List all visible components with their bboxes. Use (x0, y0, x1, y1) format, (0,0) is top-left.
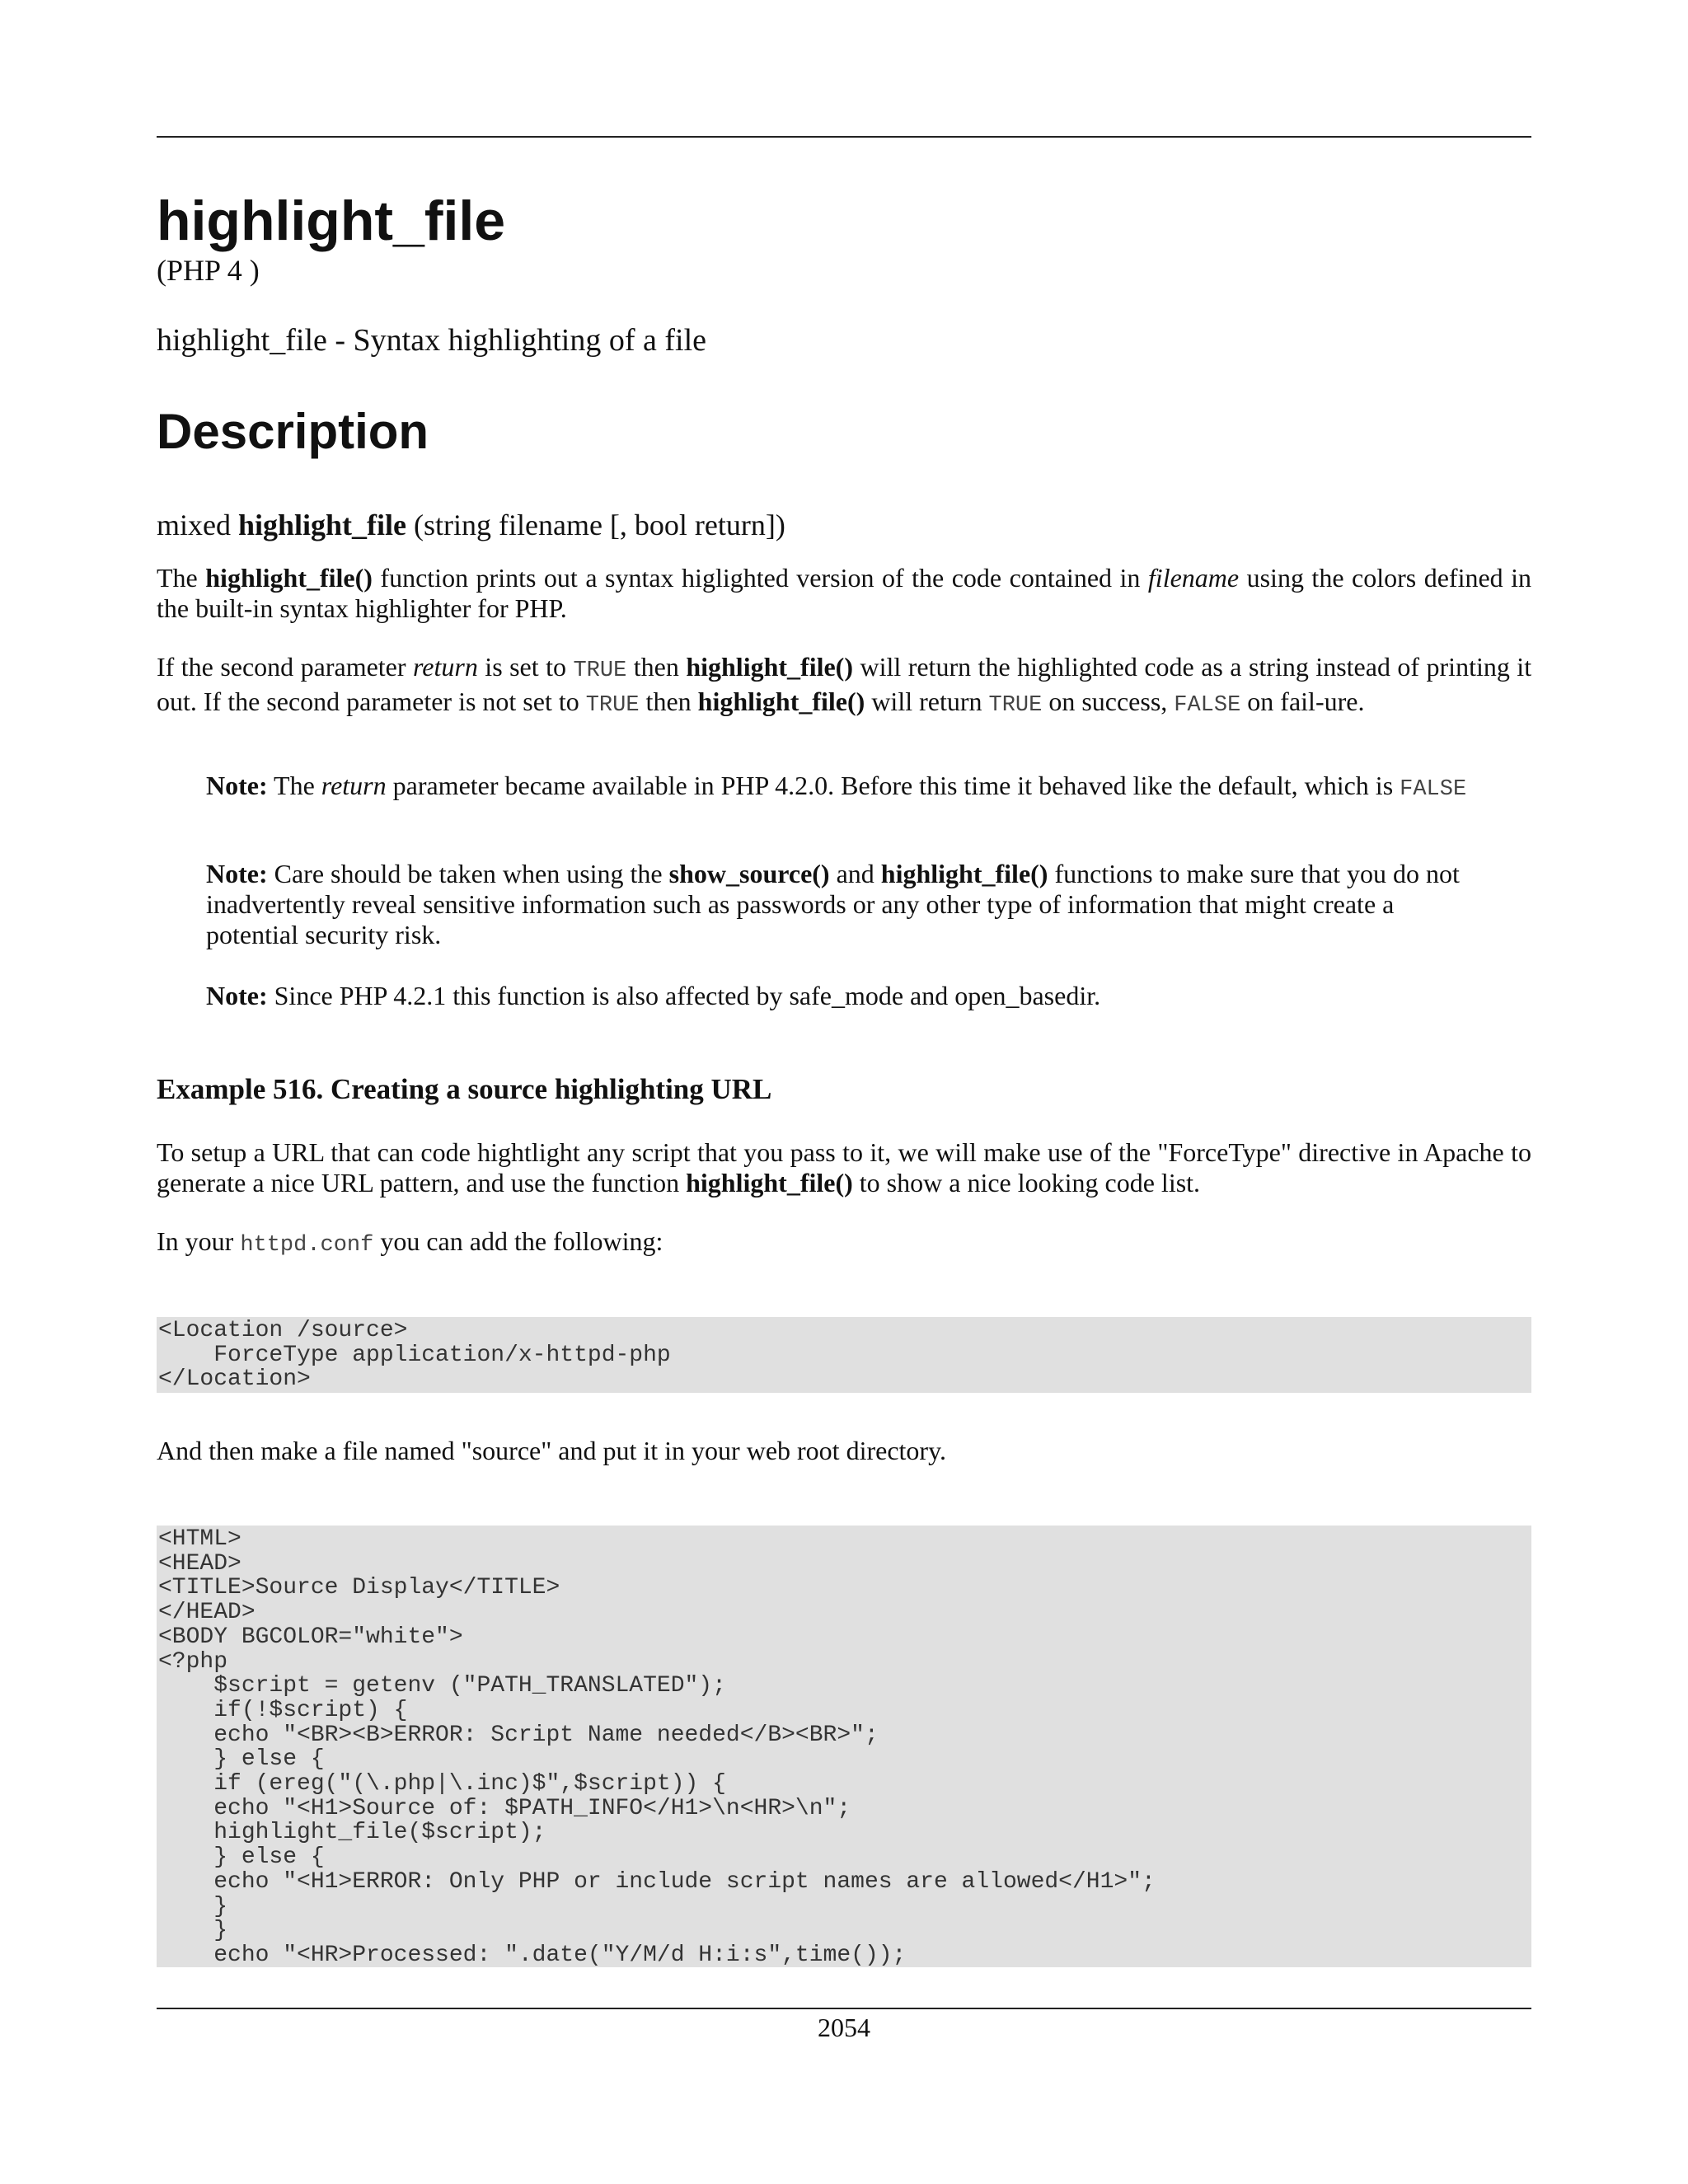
refname-purpose: highlight_file - Syntax highlighting of a file (157, 323, 707, 358)
description-paragraph-2: If the second parameter return is set to TRUE then highlight_file() will return the highlighted code as a string instead of printing it out. If the second parameter is not set to TRUE then highlight_file() will return TRUE on success, FALSE on fail-ure. (157, 652, 1532, 718)
function-reference: highlight_file() (686, 652, 853, 682)
function-reference: show_source() (668, 859, 830, 888)
page-title: highlight_file (157, 190, 506, 252)
constant-true: TRUE (988, 693, 1043, 718)
filename-httpd-conf: httpd.conf (240, 1233, 374, 1258)
httpd-instruction: In your httpd.conf you can add the following: (157, 1226, 663, 1258)
parameter-reference: return (413, 652, 478, 682)
function-reference: highlight_file() (686, 1168, 853, 1197)
function-reference: highlight_file() (697, 687, 865, 716)
parameter-reference: filename (1147, 563, 1240, 593)
top-rule (157, 136, 1531, 138)
page-number: 2054 (818, 2013, 870, 2042)
note-label: Note: (206, 981, 268, 1010)
function-reference: highlight_file() (880, 859, 1048, 888)
source-file-instruction: And then make a file named "source" and put it in your web root directory. (157, 1436, 946, 1465)
php-version: (PHP 4 ) (157, 254, 260, 287)
bottom-rule (157, 2008, 1531, 2009)
note-label: Note: (206, 859, 268, 888)
apache-config-code-block: <Location /source> ForceType application/x-httpd-php </Location> (157, 1317, 1531, 1393)
function-reference: highlight_file() (205, 563, 373, 593)
note-label: Note: (206, 771, 268, 800)
function-synopsis (157, 506, 785, 544)
parameter-reference: return (321, 771, 387, 800)
function-name: highlight_file (237, 509, 407, 541)
constant-true: TRUE (573, 658, 627, 683)
note-return-parameter: Note: The return parameter became available in PHP 4.2.0. Before this time it behaved like the default, which is FALSE (206, 771, 1467, 802)
example-title: Example 516. Creating a source highlighting URL (157, 1073, 772, 1105)
description-heading: Description (157, 404, 429, 459)
example-intro: To setup a URL that can code hightlight any script that you pass to it, we will make use of the "ForceType" directive in Apache to generate a nice URL pattern, and use the function highlight_file() to show a nice looking code list. (157, 1137, 1531, 1197)
return-type: mixed (157, 509, 231, 541)
constant-false: FALSE (1400, 777, 1467, 802)
description-paragraph-1: The highlight_file() function prints out a syntax higlighted version of the code contained in filename using the colors defined in the built-in syntax highlighter for PHP. (157, 563, 1532, 623)
constant-true: TRUE (585, 693, 640, 718)
note-security: Note: Care should be taken when using the show_source() and highlight_file() functions to make sure that you do not inadvertently reveal sensitive information such as passwords or any other type of information that might create a potential security risk. (206, 859, 1460, 949)
constant-false: FALSE (1174, 693, 1241, 718)
note-safe-mode: Note: Since PHP 4.2.1 this function is also affected by safe_mode and open_basedir. (206, 981, 1101, 1010)
function-params: (string filename [, bool return]) (414, 509, 785, 541)
php-source-code-block: <HTML> <HEAD> <TITLE>Source Display</TITLE> </HEAD> <BODY BGCOLOR="white"> <?php $script = getenv ("PATH_TRANSLATED"); if(!$script) { echo "<BR><B>ERROR: Script Name needed</B><BR>"; } else { if (ereg("(\.php|\.inc)$",$script)) { echo "<H1>Source of: $PATH_INFO</H1>\n<HR>\n"; highlight_file($script); } else { echo "<H1>ERROR: Only PHP or include script names are allowed</H1>"; } } echo "<HR>Processed: ".date("Y/M/d H:i:s",time()); (157, 1526, 1531, 1967)
